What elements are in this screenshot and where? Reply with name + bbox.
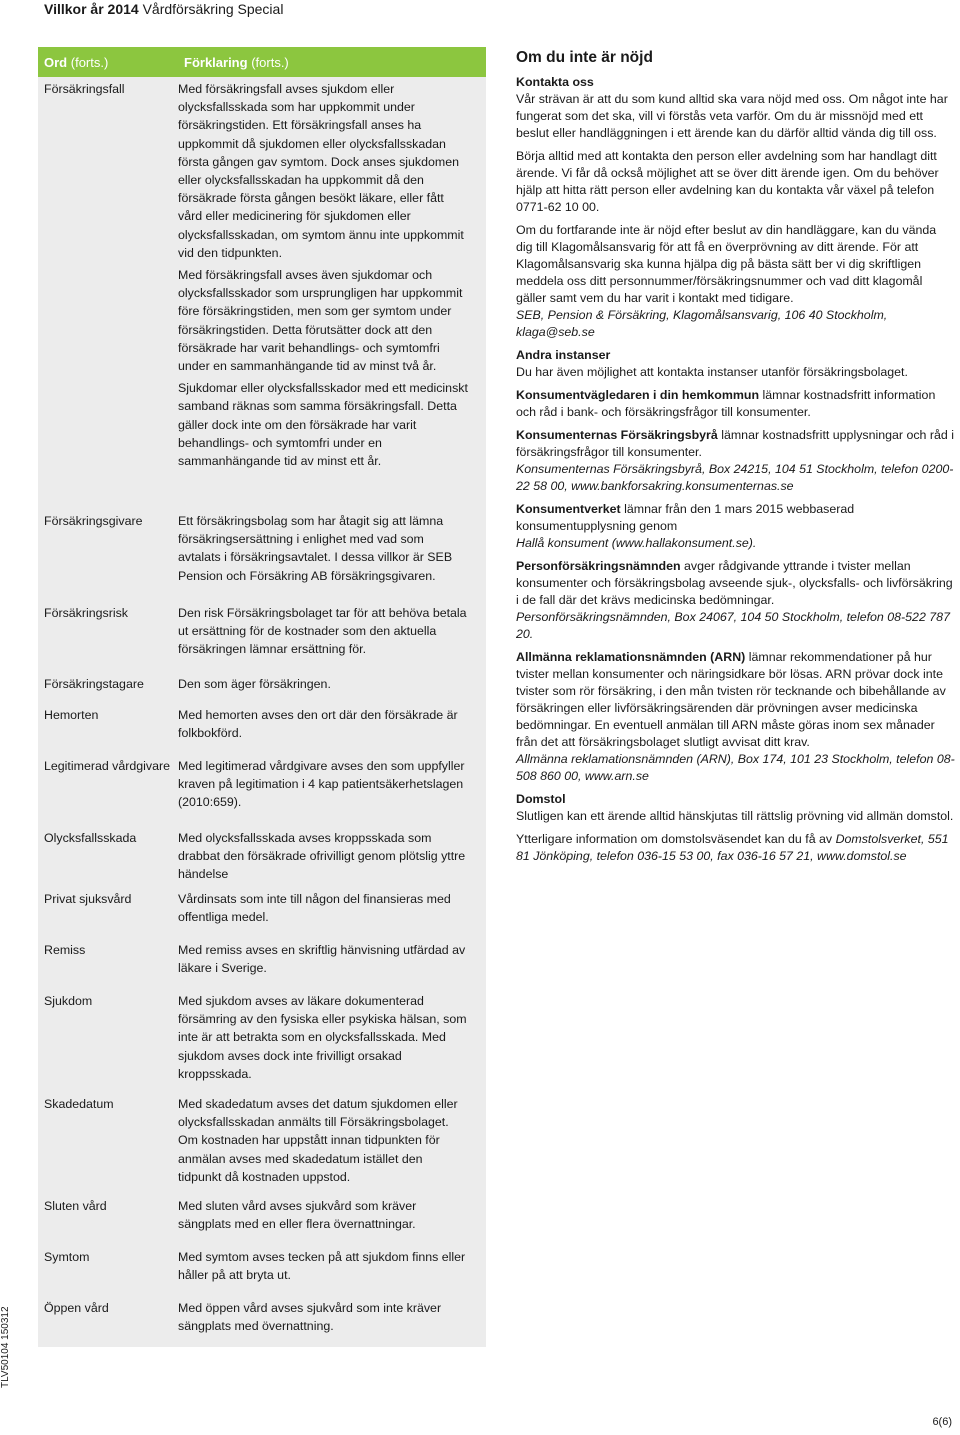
document-code: TLV50104 150312	[0, 1306, 11, 1388]
table-row	[38, 829, 486, 888]
definition-paragraph: Ett försäkringsbolag som har åtagit sig att lämna försäkringsersättning i enlighet med vad som avtalats i försäkringsavtalet. I dessa villkor är SEB Pension och Försäkring AB försäkringsgivaren.	[178, 514, 453, 583]
term: Försäkringsrisk	[44, 606, 128, 620]
address: Hallå konsument (www.hallakonsument.se).	[516, 536, 757, 550]
paragraph: Vår strävan är att du som kund alltid ska vara nöjd med oss. Om något inte har fungerat som det ska, vill vi förstås veta varför. Om du är missnöjd med ett beslut eller handläggningen i ett ärende kan du därför alltid vända dig till oss.	[516, 92, 948, 140]
col-forklaring-header	[184, 55, 486, 70]
paragraph: Slutligen kan ett ärende alltid hänskjutas till rättslig prövning vid allmän domstol.	[516, 809, 954, 823]
definition-paragraph: Med skadedatum avses det datum sjukdomen eller olycksfallsskadan anmälts till Försäkringsbolaget. Om kostnaden har uppstått innan tidpunkten för anmälan avses med skadedatum istället den tidpunkt då kostnaden uppstod.	[178, 1097, 458, 1184]
term: Remiss	[44, 943, 86, 957]
col-ord-label: Ord	[44, 54, 68, 70]
definition	[178, 757, 474, 816]
org-name: Personförsäkringsnämnden	[516, 559, 681, 573]
definition-paragraph: Med öppen vård avses sjukvård som inte kräver sängplats med övernattning.	[178, 1301, 442, 1334]
definition-paragraph: Med hemorten avses den ort där den försäkrade är folkbokförd.	[178, 708, 458, 741]
definition	[178, 890, 474, 930]
address: Domstolsverket, 551 81 Jönköping, telefon 036-15 53 00, fax 036-16 57 21, www.domstol.se	[516, 832, 949, 863]
definition	[178, 604, 474, 663]
table-row	[38, 992, 486, 1087]
org-text: lämnar rekommendationer på hur tvister mellan konsumenter och näringsidkare bör lösas. ARN prövar dock inte tvister som rör försäkring, i den mån tvisten rör tecknande och bibehållande av försäkringen eller livförsäkringsärenden där prövningen avser medicinska bedömningar. En eventuell anmälan till ARN måste göras inom sex månader från det att försäkringsbolaget slutligt avvisat ditt krav.	[516, 650, 946, 749]
definition-paragraph: Med remiss avses en skriftlig hänvisning utfärdad av läkare i Sverige.	[178, 943, 466, 976]
definition-paragraph: Den risk Försäkringsbolaget tar för att behöva betala ut ersättning för de kostnader som den aktuella försäkringen lämnar ersättning för.	[178, 606, 467, 657]
term: Symtom	[44, 1250, 90, 1264]
complaints-section	[516, 48, 956, 871]
page-number: 6(6)	[932, 1416, 952, 1428]
table-header	[38, 47, 486, 77]
definition-paragraph: Sjukdomar eller olycksfallsskador med ett medicinskt samband räknas som samma försäkringsfall. Detta gäller dock inte om den försäkrade har varit behandlings- och symtomfri under en sammanhängande tid av minst ett år.	[178, 381, 468, 469]
definition	[178, 1248, 474, 1288]
definition-paragraph: Vårdinsats som inte till någon del finansieras med offentliga medel.	[178, 892, 451, 925]
table-row	[38, 604, 486, 663]
definitions-table	[38, 47, 486, 1347]
col-ord-forts: (forts.)	[70, 54, 109, 70]
term: Försäkringsfall	[44, 82, 125, 96]
header-title: Vårdförsäkring Special	[142, 1, 284, 17]
term: Öppen vård	[44, 1301, 109, 1315]
address: Personförsäkringsnämnden, Box 24067, 104 50 Stockholm, telefon 08-522 787 20.	[516, 610, 950, 641]
page-header	[44, 0, 744, 18]
table-row	[38, 1299, 486, 1339]
definition	[178, 829, 474, 888]
paragraph: Du har även möjlighet att kontakta instanser utanför försäkringsbolaget.	[516, 365, 908, 379]
table-row	[38, 706, 486, 746]
paragraph-text: Om du fortfarande inte är nöjd efter beslut av din handläggare, kan du vända dig till Klagomålsansvarig för att få en överprövning av ditt ärende. För att Klagomålsansvarig ska kunna hjälpa dig på bästa sätt ber vi dig skriftligen meddela oss ditt personnummer/försäkringsnummer och vad ditt klagomål gäller samt vem du har varit i kontakt med tidigare.	[516, 223, 937, 305]
table-row	[38, 1095, 486, 1190]
address: Allmänna reklamationsnämnden (ARN), Box 174, 101 23 Stockholm, telefon 08-508 860 00, www.arn.se	[516, 752, 955, 783]
paragraph	[516, 831, 956, 865]
org-text: lämnar kostnadsfritt upplysningar och råd i försäkringsfrågor till konsumenter.	[516, 428, 954, 459]
paragraph	[516, 558, 956, 643]
org-name: Allmänna reklamationsnämnden (ARN)	[516, 650, 746, 664]
table-row	[38, 890, 486, 930]
table-row	[38, 1197, 486, 1237]
org-name: Konsumentvägledaren i din hemkommun	[516, 388, 760, 402]
org-text: lämnar från den 1 mars 2015 webbaserad konsumentupplysning genom	[516, 502, 855, 533]
definition-paragraph: Med symtom avses tecken på att sjukdom finns eller håller på att bryta ut.	[178, 1250, 466, 1283]
definition	[178, 80, 474, 474]
address: SEB, Pension & Försäkring, Klagomålsansvarig, 106 40 Stockholm, klaga@seb.se	[516, 308, 888, 339]
paragraph-text: Ytterligare information om domstolsväsendet kan du få av	[516, 832, 836, 846]
definition-paragraph: Med legitimerad vårdgivare avses den som uppfyller kraven på legitimation i 4 kap patientsäkerhetslagen (2010:659).	[178, 759, 465, 810]
paragraph	[516, 427, 956, 495]
definition-paragraph: Den som äger försäkringen.	[178, 677, 331, 691]
definition	[178, 706, 474, 746]
term: Försäkringstagare	[44, 677, 144, 691]
header-brand: Villkor år 2014	[44, 1, 139, 17]
definition-paragraph: Med sluten vård avses sjukvård som kräver sängplats med en eller flera övernattningar.	[178, 1199, 417, 1232]
table-row	[38, 941, 486, 981]
table-row	[38, 1248, 486, 1288]
definition-paragraph: Med försäkringsfall avses sjukdom eller olycksfallsskada som har uppkommit under försäkringstiden. Ett försäkringsfall anses ha uppkommit då sjukdomen eller olycksfallsskadan första gången gav symtom. Dock anses sjukdomen eller olycksfallsskadan ha uppkommit då den försäkrade första gången besökt läkare, eller fått vård eller medicinering för sjukdomen eller olycksfallsskadan, om symtom ännu inte uppkommit vid den tidpunkten.	[178, 82, 464, 260]
term: Sluten vård	[44, 1199, 107, 1213]
term: Legitimerad vårdgivare	[44, 759, 171, 773]
org-text: lämnar kostnadsfritt information och råd i bank- och försäkringsfrågor till konsumenter.	[516, 388, 936, 419]
table-row	[38, 80, 486, 474]
kontakta-heading: Kontakta oss	[516, 75, 594, 89]
table-row	[38, 512, 486, 589]
org-name: Konsumentverket	[516, 502, 621, 516]
org-text: avger rådgivande yttrande i tvister mellan konsumenter och försäkringsbolag avseende sjuk-, olycksfalls- och livförsäkring i de fall där det krävs medicinska bedömningar.	[516, 559, 953, 607]
section-heading: Om du inte är nöjd	[516, 49, 653, 66]
address: Konsumenternas Försäkringsbyrå, Box 24215, 104 51 Stockholm, telefon 0200-22 58 00, www.bankforsakring.konsumenternas.se	[516, 462, 954, 493]
term: Hemorten	[44, 708, 99, 722]
paragraph	[516, 649, 956, 785]
col-ord-header	[38, 55, 184, 70]
term: Olycksfallsskada	[44, 831, 137, 845]
term: Skadedatum	[44, 1097, 114, 1111]
table-row	[38, 757, 486, 816]
definition	[178, 1197, 474, 1237]
definition	[178, 992, 474, 1087]
definition-paragraph: Med sjukdom avses av läkare dokumenterad försämring av den fysiska eller psykiska hälsan, som inte är att betrakta som en olycksfallsskada. Med sjukdom avses dock inte frivilligt orsakad kroppsskada.	[178, 994, 467, 1081]
paragraph: Börja alltid med att kontakta den person eller avdelning som har handlagt ditt ärende. Vi får då också möjlighet att se över ditt ärende igen. Om du behöver hjälp att hitta rätt person eller avdelning kan du kontakta vår växel på telefon 0771-62 10 00.	[516, 149, 939, 214]
definition	[178, 941, 474, 981]
definition	[178, 1299, 474, 1339]
paragraph	[516, 387, 956, 421]
col-forklaring-forts: (forts.)	[251, 54, 289, 70]
definition	[178, 512, 474, 589]
paragraph	[516, 222, 956, 341]
term: Försäkringsgivare	[44, 514, 143, 528]
term: Sjukdom	[44, 994, 93, 1008]
term: Privat sjuksvård	[44, 892, 132, 906]
definition	[178, 675, 474, 697]
col-forklaring-label: Förklaring	[184, 54, 248, 70]
definition-paragraph: Med olycksfallsskada avses kroppsskada som drabbat den försäkrade ofrivilligt genom plötslig yttre händelse	[178, 831, 466, 882]
table-row	[38, 675, 486, 697]
andra-heading: Andra instanser	[516, 348, 611, 362]
definition	[178, 1095, 474, 1190]
org-name: Konsumenternas Försäkringsbyrå	[516, 428, 718, 442]
paragraph	[516, 501, 956, 552]
domstol-heading: Domstol	[516, 792, 566, 806]
definition-paragraph: Med försäkringsfall avses även sjukdomar och olycksfallsskador som ursprungligen har uppkommit före försäkringstiden, men som ger symtom under försäkringstiden. Detta förutsätter dock att den försäkrade har varit behandlings- och symtomfri under en sammanhängande tid av minst två år.	[178, 268, 463, 374]
